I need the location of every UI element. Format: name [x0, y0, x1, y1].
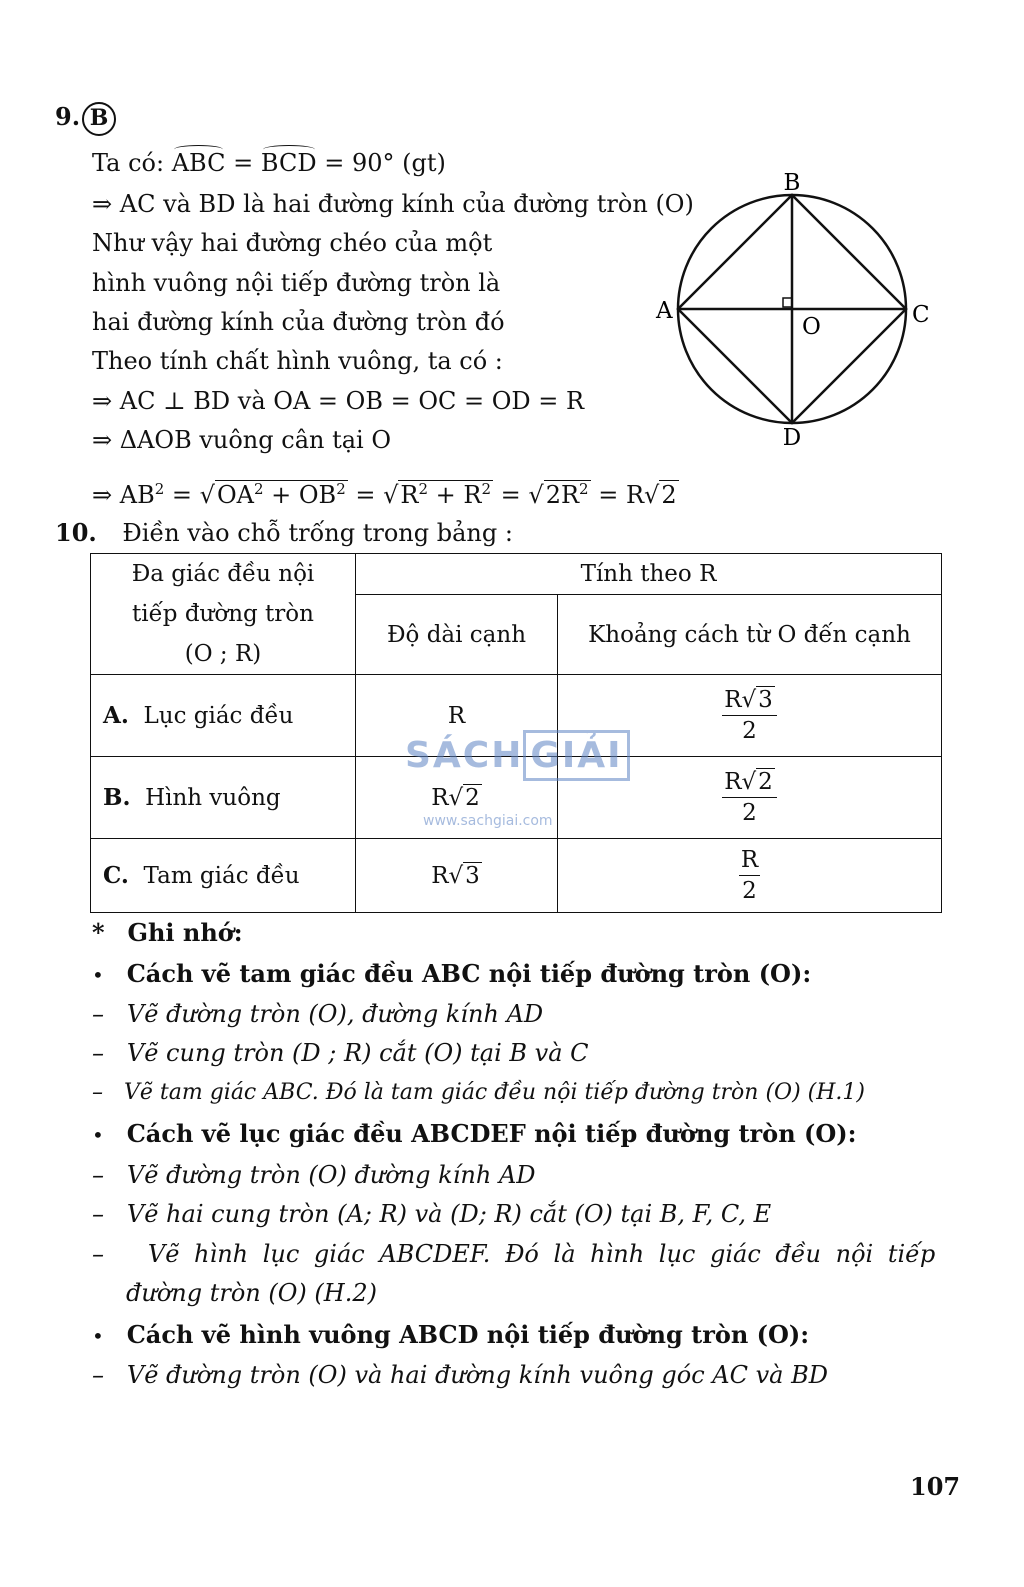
notes-heading: * Ghi nhớ: — [92, 918, 243, 947]
list-item: – Vẽ đường tròn (O) và hai đường kính vuông góc AC và BD — [92, 1361, 828, 1389]
regular-polygon-table — [90, 553, 942, 913]
label-d: D — [782, 425, 802, 451]
list-item: – Vẽ hai cung tròn (A; R) và (D; R) cắt (O) tại B, F, C, E — [92, 1200, 772, 1228]
q9-line-1: Ta có: ABC = BCD = 90° (gt) — [92, 149, 446, 177]
inscribed-square-figure — [650, 165, 940, 455]
page-number: 107 — [910, 1472, 961, 1501]
label-c: C — [912, 302, 930, 328]
note-section-1: • Cách vẽ tam giác đều ABC nội tiếp đường tròn (O): — [92, 959, 812, 988]
list-item: – Vẽ đường tròn (O), đường kính AD — [92, 1000, 544, 1028]
label-a: A — [656, 298, 673, 324]
note-section-2: • Cách vẽ lục giác đều ABCDEF nội tiếp đường tròn (O): — [92, 1119, 857, 1148]
q9-line-9-formula: ⇒ $AB^2$ = √ $OA^2 + OB^2$ = √ $R^2 + R^2$ = √ $2R^2 = R√$ 2 — [92, 474, 679, 510]
list-item: – Vẽ tam giác ABC. Đó là tam giác đều nội tiếp đường tròn (O) (H.1) — [92, 1080, 866, 1105]
header-group: Tính theo R — [356, 554, 942, 595]
q9-line-8: ⇒ ΔAOB vuông cân tại O — [92, 426, 392, 454]
header-polygon: Đa giác đều nội tiếp đường tròn (O ; R) — [91, 554, 356, 675]
arc-bcd: BCD — [260, 149, 317, 177]
label-o: O — [802, 314, 821, 340]
table-row: B. Hình vuông R√ 2 $\frac{R√ 2}{2}$ — [91, 757, 942, 839]
problem-10-header — [55, 518, 513, 548]
problem-9-header — [55, 102, 116, 136]
q9-line-7: ⇒ AC ⊥ BD và OA = OB = OC = OD = R — [92, 387, 585, 415]
problem-10-title: Điền vào chỗ trống trong bảng : — [122, 519, 513, 547]
q9-line-3: Như vậy hai đường chéo của một — [92, 229, 493, 257]
q9-line-2: ⇒ AC và BD là hai đường kính của đường tròn (O) — [92, 190, 694, 218]
note-section-3: • Cách vẽ hình vuông ABCD nội tiếp đường tròn (O): — [92, 1320, 810, 1349]
list-item: – Vẽ đường tròn (O) đường kính AD — [92, 1161, 536, 1189]
right-angle-mark — [783, 298, 792, 307]
answer-choice-circled: B — [82, 102, 116, 136]
q9-line-6: Theo tính chất hình vuông, ta có : — [92, 347, 503, 375]
watermark: SÁCH GIẢI www.sachgiai.com — [405, 735, 630, 776]
list-item: – Vẽ cung tròn (D ; R) cắt (O) tại B và C — [92, 1039, 589, 1067]
list-item-continuation: đường tròn (O) (H.2) — [126, 1279, 377, 1307]
problem-number: 9. — [55, 102, 81, 131]
arc-abc: ABC — [171, 149, 226, 177]
q9-line-4: hình vuông nội tiếp đường tròn là — [92, 269, 501, 297]
q9-line-5: hai đường kính của đường tròn đó — [92, 308, 505, 336]
label-b: B — [783, 170, 801, 196]
header-side-length: Độ dài cạnh — [356, 595, 558, 675]
problem-number: 10. — [55, 518, 97, 547]
header-distance: Khoảng cách từ O đến cạnh — [558, 595, 942, 675]
table-row: A. Lục giác đều R $\frac{R√ 3}{2}$ — [91, 675, 942, 757]
list-item: – Vẽ hình lục giác ABCDEF. Đó là hình lục giác đều nội tiếp — [92, 1240, 936, 1268]
table-row: C. Tam giác đều R√ 3 $\frac{R}{2}$ — [91, 839, 942, 913]
